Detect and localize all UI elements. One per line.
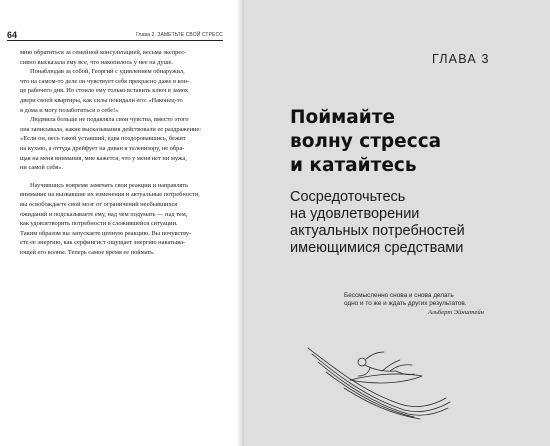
text-line: «Если он, весь такой уставший, едва поздоровавшись, бежит: [20, 135, 186, 143]
epigraph-author: Альберт Эйнштейн: [428, 309, 484, 316]
text-line: Людмила больше не подавляла свои чувства, вместо этого: [30, 116, 189, 124]
text-line: Научившись вовремя замечать свои реакции и направлять: [30, 181, 189, 189]
text-line: ете ее энергию, как серфингист ощущает энергию накатыва-: [20, 239, 186, 247]
text-line: она записывала, какие высказывания действовали ее раздражение:: [20, 125, 202, 133]
running-header: Глава 2. ЗАМЕТЬТЕ СВОЙ СТРЕСС: [136, 32, 223, 38]
text-line: Понаблюдав за собой, Георгий с удивлением обнаружил,: [30, 68, 185, 76]
chapter-subtitle: [290, 189, 540, 257]
chapter-title-line: Поймайте: [290, 107, 395, 128]
text-line: ни самой себя».: [20, 164, 64, 172]
page-number: 64: [7, 30, 18, 40]
text-line: ожиданий и подсказываете ему, над чем подумать — над тем,: [20, 210, 188, 218]
surfer-on-wave-icon: [304, 340, 454, 420]
text-line: как удовлетворить потребности в сложившейся ситуации.: [20, 220, 178, 228]
text-line: ющей его волны. Теперь самое время ее поймать.: [20, 248, 155, 256]
text-line: что на самом-то деле он чувствует себя прекрасно даже в кон-: [20, 77, 190, 85]
chapter-title: [290, 106, 540, 178]
chapter-subtitle-line: Сосредоточьтесь: [290, 189, 406, 205]
text-line: це рабочего дня. Но стоило ему только вставить ключ в замок: [20, 87, 189, 95]
header-rule: [7, 40, 223, 41]
text-line: сивно высказала ему все, что накопилось у нее на душе.: [20, 58, 173, 66]
epigraph-line: одно и то же и ждать других результатов.: [344, 300, 467, 308]
chapter-subtitle-line: на удовлетворении: [290, 206, 420, 222]
book-gutter: [236, 0, 244, 446]
epigraph-line: Бессмысленно снова и снова делать: [344, 292, 454, 299]
chapter-title-line: волну стресса: [290, 131, 442, 152]
chapter-subtitle-line: имеющимися средствами: [290, 240, 464, 256]
text-line: мню обратиться за семейной консультацией, весьма экспрес-: [20, 49, 187, 56]
text-line: внимание на вызвавшие их изменения и актуальные потребности,: [20, 191, 200, 199]
text-line: на кухню, а оттуда дрейфует на диван к телевизору, не обра-: [20, 144, 185, 152]
text-line: двери своей квартиры, как силы покидали его: «Наконец-то: [20, 96, 183, 104]
chapter-subtitle-line: актуальных потребностей: [290, 223, 465, 239]
text-line: щая на меня внимания, мне кажется, что у меня нет ни мужа,: [20, 154, 187, 162]
chapter-title-line: и катайтесь: [290, 155, 417, 176]
text-line: Таким образом вы запускаете цепную реакцию. Вы почувству-: [20, 229, 192, 237]
right-page: [244, 0, 550, 446]
epigraph: [344, 292, 524, 309]
text-line: вы освобождаете свой мозг от ограничений несбывшихся: [20, 200, 178, 208]
chapter-label: ГЛАВА 3: [432, 52, 490, 66]
text-line: я дома и могу позаботиться о себе!»: [20, 106, 119, 114]
body-text: [20, 48, 220, 257]
left-page: [0, 0, 236, 446]
